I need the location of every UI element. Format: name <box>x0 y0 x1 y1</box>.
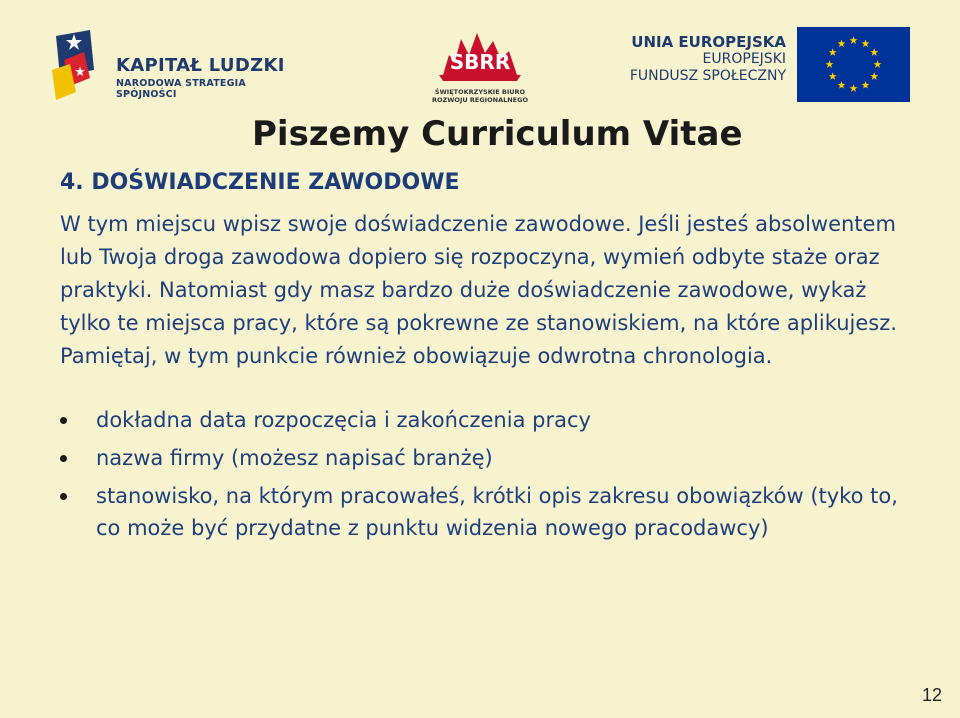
slide-title: Piszemy Curriculum Vitae <box>252 114 743 154</box>
kapital-ludzki-subtitle: NARODOWA STRATEGIA SPÓJNOŚCI <box>116 78 246 100</box>
sbrr-emblem-icon <box>425 25 535 87</box>
list-item-text: nazwa firmy (możesz napisać branżę) <box>96 446 493 470</box>
bullet-icon <box>60 455 67 462</box>
eu-flag-icon <box>797 27 910 102</box>
list-item <box>60 480 920 544</box>
sbrr-logo <box>425 25 535 107</box>
list-item <box>60 404 920 436</box>
bullet-icon <box>60 493 67 500</box>
bullet-icon <box>60 417 67 424</box>
list-item-text: stanowisko, na którym pracowałeś, krótki opis zakresu obowiązków (tyko to, co może być przydatne z punktu widzenia nowego pracodawcy) <box>96 484 898 540</box>
sbrr-logo-text: SBRR <box>449 50 511 74</box>
page-number: 12 <box>921 685 942 705</box>
sbrr-caption-line2: ROZWOJU REGIONALNEGO <box>432 96 528 104</box>
section-heading: 4. DOŚWIADCZENIE ZAWODOWE <box>60 170 460 195</box>
bullet-list <box>60 404 920 550</box>
list-item-text: dokładna data rozpoczęcia i zakończenia pracy <box>96 408 591 432</box>
body-paragraph: W tym miejscu wpisz swoje doświadczenie zawodowe. Jeśli jesteś absolwentem lub Twoja droga zawodowa dopiero się rozpoczyna, wymień odbyte staże oraz praktyki. Natomiast gdy masz bardzo duże doświadczenie zawodowe, wykaż tylko te miejsca pracy, które są pokrewne ze stanowiskiem, na które aplikujesz. Pamiętaj, w tym punkcie również obowiązuje odwrotna chronologia. <box>60 212 897 368</box>
eu-label-line3: FUNDUSZ SPOŁECZNY <box>629 68 786 84</box>
sbrr-caption-line1: ŚWIĘTOKRZYSKIE BIURO <box>434 88 526 96</box>
eu-label <box>612 33 786 85</box>
list-item <box>60 442 920 474</box>
kapital-ludzki-logo <box>50 30 300 110</box>
eu-label-line2: EUROPEJSKI <box>702 51 786 67</box>
eu-label-line1: UNIA EUROPEJSKA <box>631 33 786 51</box>
kapital-ludzki-title: KAPITAŁ LUDZKI <box>116 55 285 76</box>
sbrr-caption <box>425 88 535 104</box>
kapital-ludzki-emblem-icon <box>50 30 112 102</box>
